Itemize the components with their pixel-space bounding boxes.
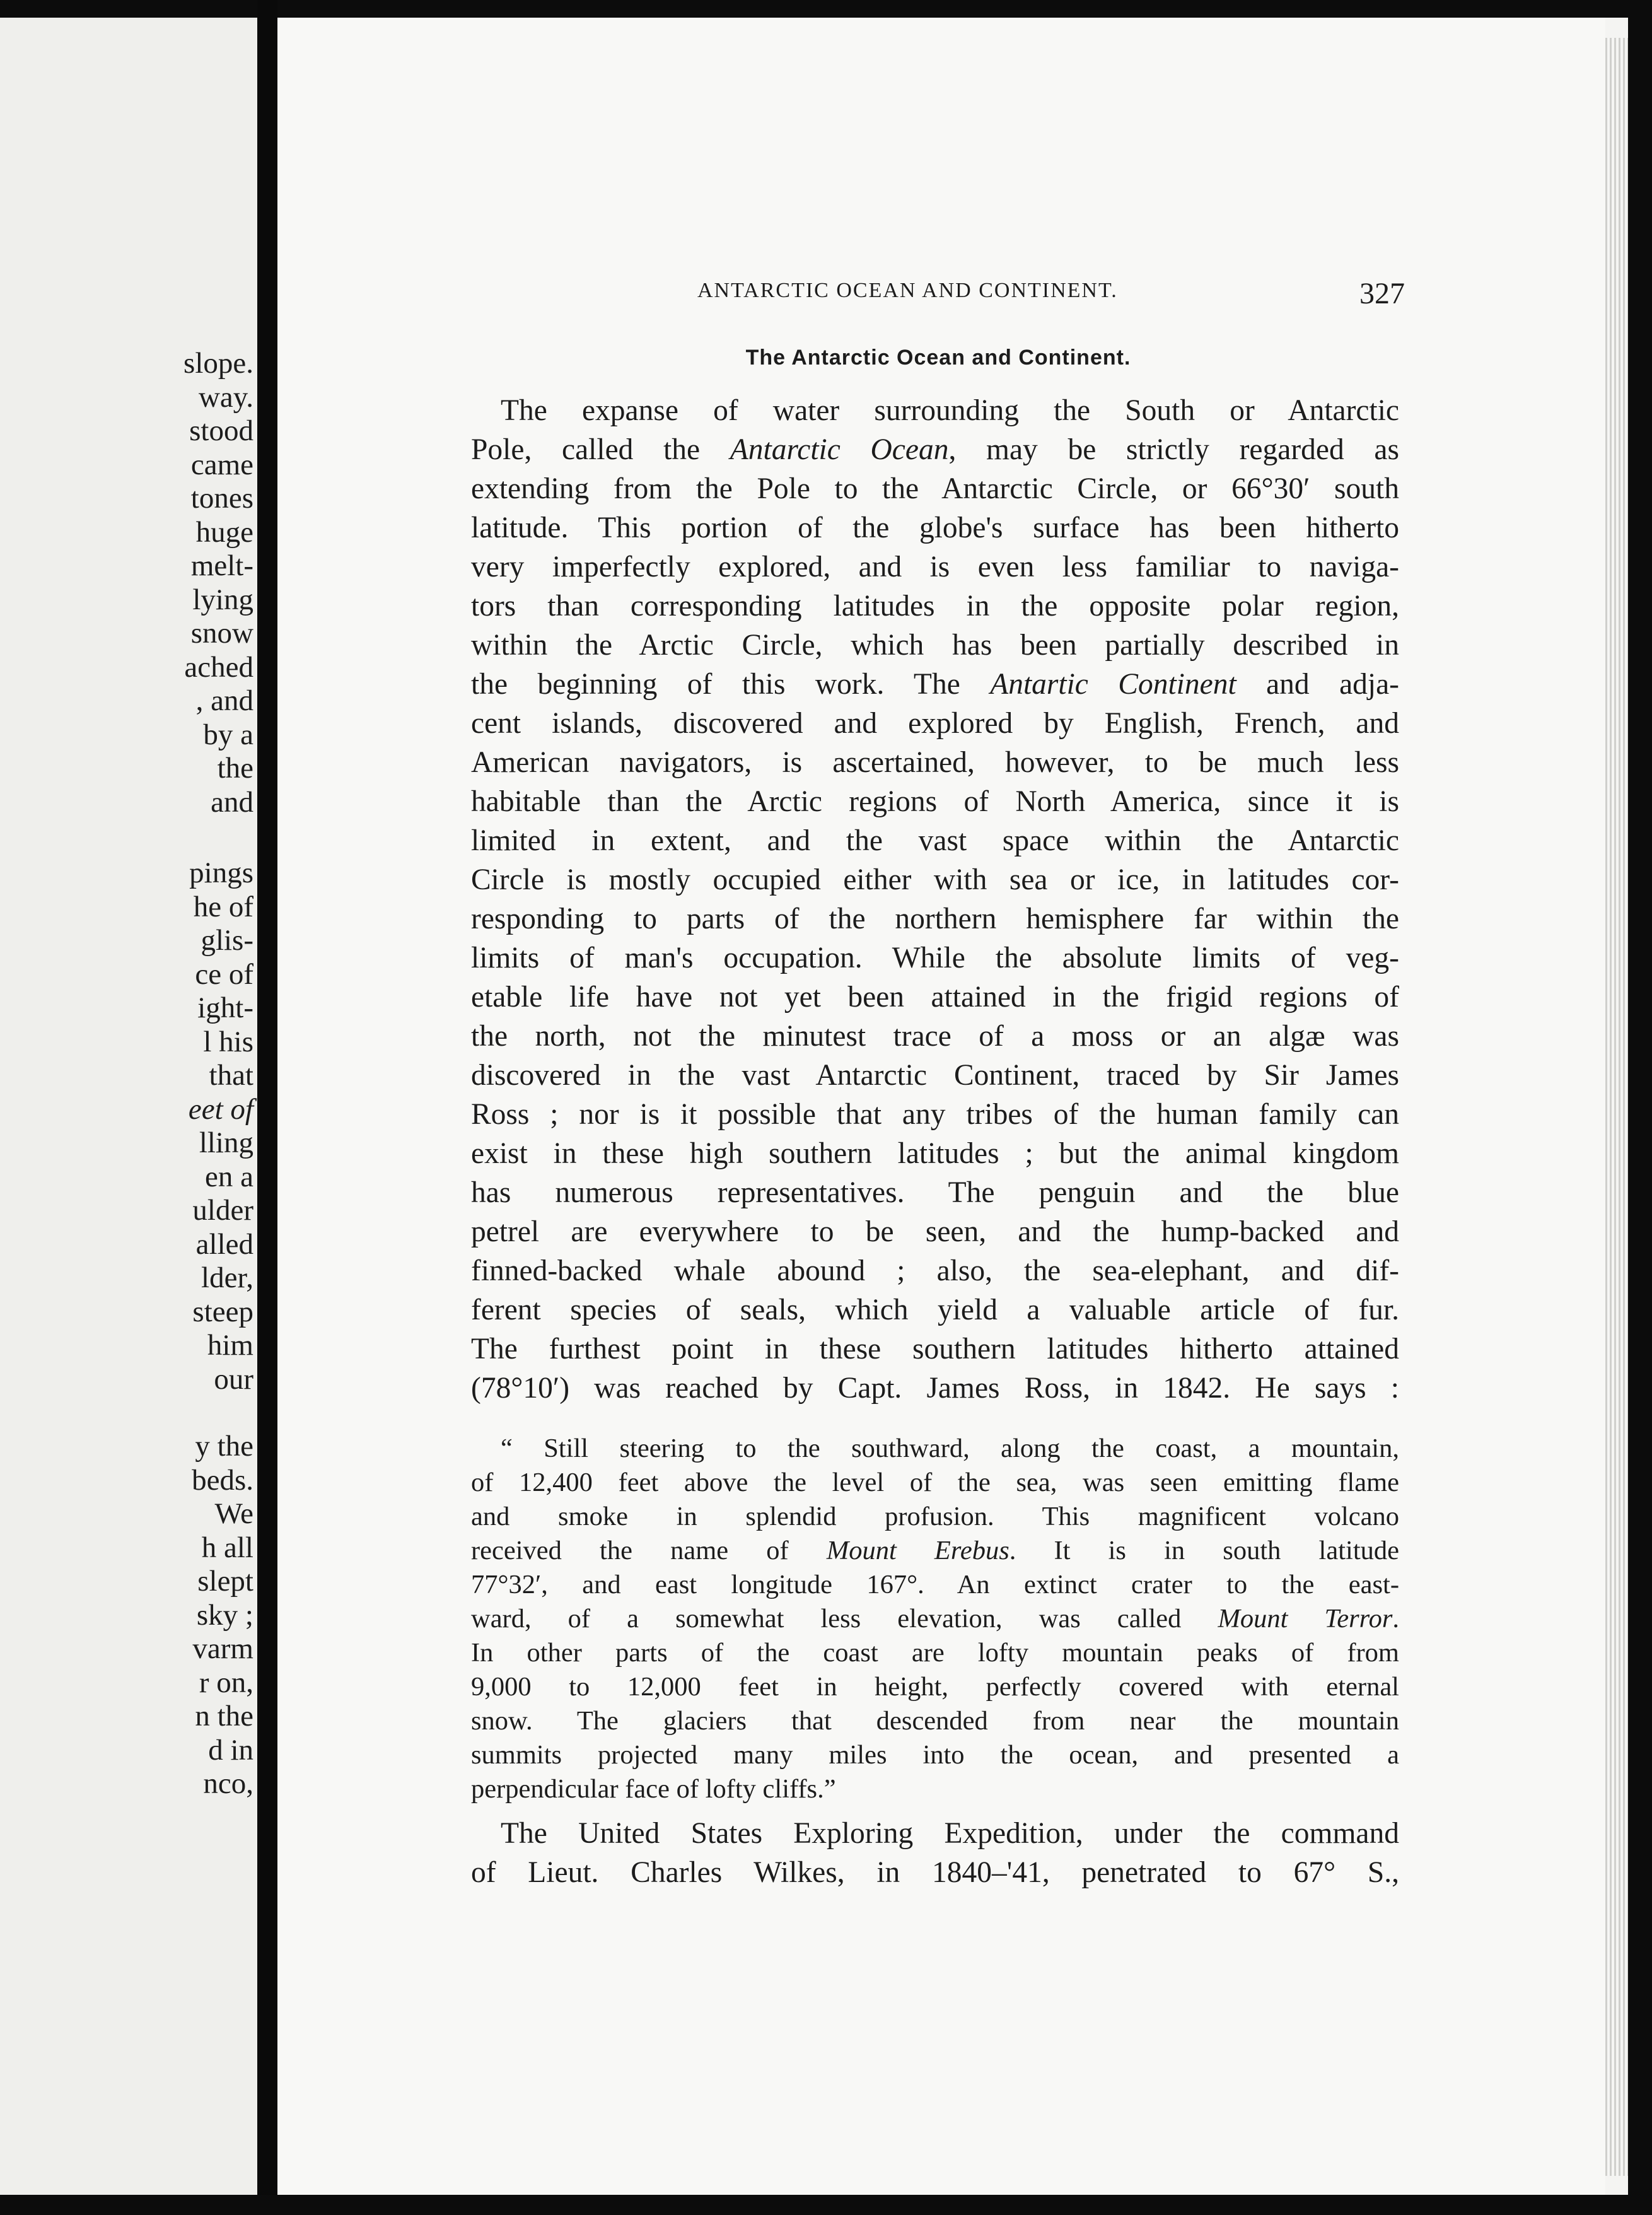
body-line: latitude. This portion of the globe's surface has been hitherto xyxy=(471,511,1399,544)
left-page-line: tones xyxy=(190,482,253,515)
left-page-line: by a xyxy=(203,718,253,751)
left-page-line: came xyxy=(190,448,253,481)
left-page-line: alled xyxy=(195,1228,253,1261)
left-page-line: way. xyxy=(198,381,253,414)
quote-line: “ Still steering to the southward, along the coast, a mountain, xyxy=(501,1434,1399,1463)
left-page-line: our xyxy=(214,1363,253,1396)
running-head xyxy=(697,276,1405,314)
scan-border-right xyxy=(1628,0,1652,2215)
quote-line: summits projected many miles into the ocean, and presented a xyxy=(471,1740,1399,1770)
body-line: Ross ; nor is it possible that any tribes of the human family can xyxy=(471,1098,1399,1131)
left-page-line: melt- xyxy=(190,549,253,582)
left-page-line: r on, xyxy=(199,1666,253,1699)
left-page-line: n the xyxy=(195,1700,253,1733)
italic-term: Mount Erebus xyxy=(826,1536,1009,1565)
left-page-line: varm xyxy=(192,1632,253,1665)
body-line: habitable than the Arctic regions of North America, since it is xyxy=(471,785,1399,818)
body-line: ferent species of seals, which yield a valuable article of fur. xyxy=(471,1294,1399,1326)
left-page-line: l his xyxy=(203,1026,253,1058)
body-line: has numerous representatives. The penguin and the blue xyxy=(471,1176,1399,1209)
body-line: The furthest point in these southern latitudes hitherto attained xyxy=(471,1333,1399,1365)
left-page-line: and xyxy=(211,786,253,819)
left-page-line: beds. xyxy=(192,1464,253,1497)
body-line: The expanse of water surrounding the South or Antarctic xyxy=(501,394,1399,427)
left-page-line: ulder xyxy=(192,1194,253,1227)
left-page-line: glis- xyxy=(201,924,253,957)
left-page-line: he of xyxy=(193,891,253,923)
body-line: limits of man's occupation. While the absolute limits of veg- xyxy=(471,942,1399,974)
quote-line: and smoke in splendid profusion. This magnificent volcano xyxy=(471,1502,1399,1531)
italic-term: Mount Terror xyxy=(1218,1604,1393,1633)
body-line: extending from the Pole to the Antarctic Circle, or 66°30′ south xyxy=(471,472,1399,505)
left-page-line: the xyxy=(217,752,253,785)
left-page-line: slope. xyxy=(183,347,253,380)
left-page-line: We xyxy=(214,1497,253,1530)
body-line: within the Arctic Circle, which has been partially described in xyxy=(471,629,1399,662)
quote-line: received the name of Mount Erebus. It is in south latitude xyxy=(471,1536,1399,1565)
scan-border-bottom xyxy=(0,2195,1652,2215)
scan-border-top xyxy=(0,0,1652,18)
body-line: finned-backed whale abound ; also, the sea-elephant, and dif- xyxy=(471,1254,1399,1287)
body-line: of Lieut. Charles Wilkes, in 1840–'41, penetrated to 67° S., xyxy=(471,1856,1399,1889)
body-line: tors than corresponding latitudes in the opposite polar region, xyxy=(471,590,1399,622)
left-page-line: that xyxy=(209,1059,253,1092)
left-page-line: h all xyxy=(201,1531,253,1564)
left-page-line: ight- xyxy=(197,991,253,1024)
left-page-line: d in xyxy=(208,1734,253,1767)
body-line: the beginning of this work. The Antartic Continent and adja- xyxy=(471,668,1400,701)
body-line: cent islands, discovered and explored by English, French, and xyxy=(471,707,1399,740)
left-page-line: lling xyxy=(199,1126,253,1159)
quote-line: 9,000 to 12,000 feet in height, perfectly covered with eternal xyxy=(471,1672,1399,1702)
body-line: limited in extent, and the vast space within the Antarctic xyxy=(471,824,1399,857)
quote-line: 77°32′, and east longitude 167°. An extinct crater to the east- xyxy=(471,1570,1399,1599)
body-line: Circle is mostly occupied either with sea or ice, in latitudes cor- xyxy=(471,863,1399,896)
body-line: petrel are everywhere to be seen, and the hump-backed and xyxy=(471,1215,1399,1248)
quote-line: In other parts of the coast are lofty mountain peaks of from xyxy=(471,1638,1399,1668)
left-page-line: lying xyxy=(192,583,253,616)
running-head-title: ANTARCTIC OCEAN AND CONTINENT. xyxy=(697,279,1118,302)
facing-page-fragment xyxy=(0,18,257,2195)
body-line: Pole, called the Antarctic Ocean, may be strictly regarded as xyxy=(471,433,1399,466)
body-line: the north, not the minutest trace of a moss or an algæ was xyxy=(471,1020,1399,1053)
left-page-line: , and xyxy=(195,684,253,717)
page-stack-edge xyxy=(1605,38,1628,2176)
body-line: discovered in the vast Antarctic Continent, traced by Sir James xyxy=(471,1059,1399,1092)
left-page-line: en a xyxy=(205,1160,253,1193)
left-page-line: stood xyxy=(189,414,253,447)
body-line: responding to parts of the northern hemisphere far within the xyxy=(471,903,1399,935)
italic-term: Antarctic Ocean xyxy=(730,433,949,466)
left-page-line: nco, xyxy=(203,1767,253,1800)
left-page-line: lder, xyxy=(201,1261,253,1294)
left-page-line: steep xyxy=(192,1295,253,1328)
left-page-line: ached xyxy=(184,651,253,684)
left-page-line: pings xyxy=(189,856,253,889)
page-number: 327 xyxy=(1359,277,1405,310)
left-page-line: him xyxy=(207,1329,253,1362)
body-line: exist in these high southern latitudes ; but the animal kingdom xyxy=(471,1137,1399,1170)
quote-line: of 12,400 feet above the level of the sea, was seen emitting flame xyxy=(471,1468,1399,1497)
italic-term: Antartic Continent xyxy=(990,668,1236,701)
left-page-line: slept xyxy=(197,1565,253,1598)
left-page-line: eet of xyxy=(188,1093,253,1126)
quote-line: ward, of a somewhat less elevation, was called Mount Terror. xyxy=(471,1604,1399,1633)
body-line: etable life have not yet been attained in the frigid regions of xyxy=(471,981,1399,1014)
quote-line: perpendicular face of lofty cliffs.” xyxy=(471,1774,836,1804)
quote-line: snow. The glaciers that descended from near the mountain xyxy=(471,1706,1399,1736)
book-gutter xyxy=(257,0,277,2215)
body-line: (78°10′) was reached by Capt. James Ross, in 1842. He says : xyxy=(471,1372,1399,1405)
left-page-line: snow xyxy=(190,617,253,650)
body-line: The United States Exploring Expedition, under the command xyxy=(501,1817,1399,1850)
section-heading: The Antarctic Ocean and Continent. xyxy=(745,346,1131,370)
left-page-line: sky ; xyxy=(196,1599,253,1632)
left-page-line: ce of xyxy=(195,958,253,991)
left-page-line: y the xyxy=(195,1430,253,1463)
left-page-line: huge xyxy=(195,516,253,549)
body-line: American navigators, is ascertained, however, to be much less xyxy=(471,746,1399,779)
body-line: very imperfectly explored, and is even less familiar to naviga- xyxy=(471,551,1399,583)
